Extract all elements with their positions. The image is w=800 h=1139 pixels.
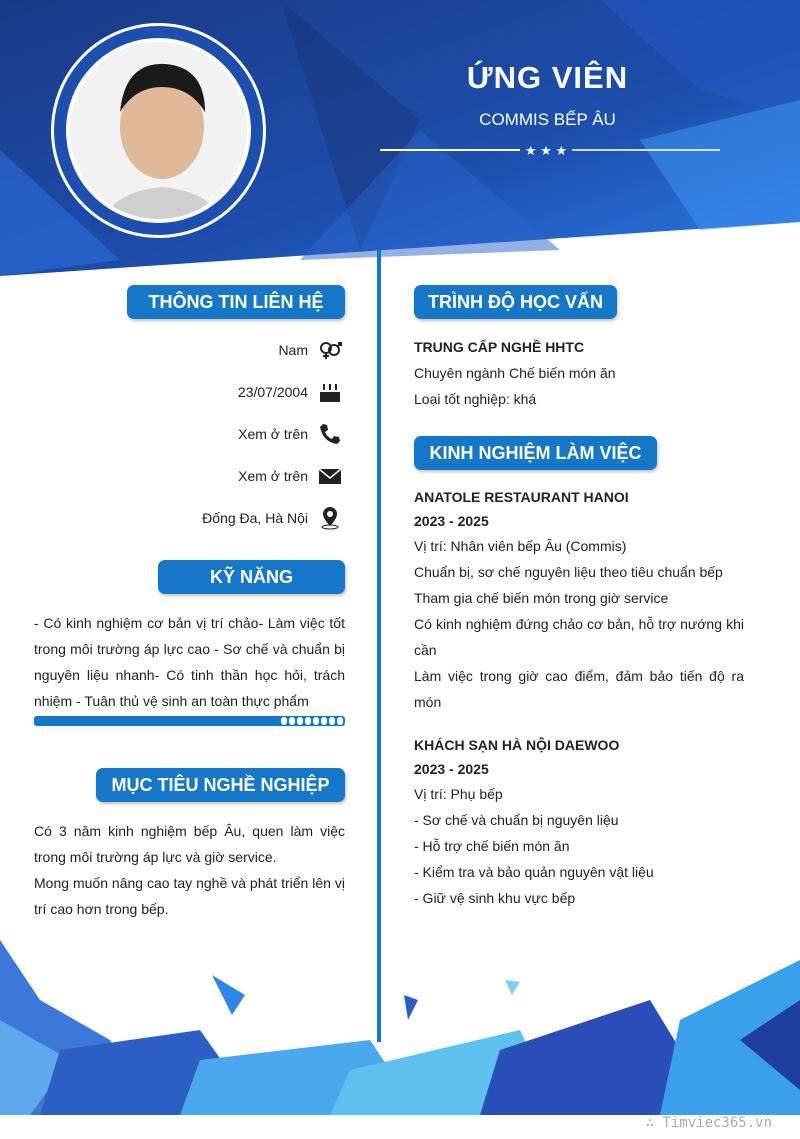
job-line: Làm việc trong giờ cao điểm, đảm bảo tiến độ ra món <box>414 668 744 710</box>
birthday-text: 23/07/2004 <box>237 384 308 400</box>
contact-title: THÔNG TIN LIÊN HỆ <box>127 285 345 319</box>
footer-decoration <box>0 940 800 1115</box>
job-line: Tham gia chế biến món trong giờ service <box>414 590 669 606</box>
objective-text <box>34 818 345 922</box>
contact-address <box>202 504 342 532</box>
avatar <box>66 38 251 223</box>
education-block <box>414 334 744 412</box>
job-company: KHÁCH SẠN HÀ NỘI DAEWOO <box>414 737 620 753</box>
job-line: - Hỗ trợ chế biến món ăn <box>414 838 570 854</box>
contact-birthday <box>238 378 342 406</box>
column-divider <box>377 250 381 1042</box>
phone-icon <box>318 422 342 446</box>
gender-icon <box>318 338 342 362</box>
email-text: Xem ở trên <box>238 468 308 484</box>
stars-divider <box>380 143 720 157</box>
contact-phone[interactable] <box>238 420 342 448</box>
job-line: Vị trí: Nhân viên bếp Âu (Commis) <box>414 538 627 554</box>
mail-icon <box>318 464 342 488</box>
job-period: 2023 - 2025 <box>414 761 489 777</box>
contact-email[interactable] <box>238 462 342 490</box>
job-line: Vị trí: Phụ bếp <box>414 786 503 802</box>
candidate-name: ỨNG VIÊN <box>466 60 629 95</box>
watermark: ∴ Timviec365.vn <box>645 1115 772 1131</box>
job-company: ANATOLE RESTAURANT HANOI <box>414 489 629 505</box>
school-name: TRUNG CẤP NGHỀ HHTC <box>414 339 585 355</box>
address-text: Đống Đa, Hà Nội <box>202 510 308 526</box>
grade: Loại tốt nghiệp: khá <box>414 391 537 407</box>
candidate-role: COMMIS BẾP ÂU <box>479 110 616 129</box>
job-period: 2023 - 2025 <box>414 513 489 529</box>
job-entry <box>414 485 744 715</box>
phone-text: Xem ở trên <box>238 426 308 442</box>
skills-text: - Có kinh nghiệm cơ bản vị trí chảo- Làm việc tốt trong môi trường áp lực cao - Sơ chế và chuẩn bị nguyên liệu nhanh- Có tinh thần học hỏi, trách nhiệm - Tuân thủ vệ sinh an toàn thực phẩm <box>34 615 345 709</box>
education-title: TRÌNH ĐỘ HỌC VẤN <box>414 285 617 319</box>
location-pin-icon <box>318 506 342 530</box>
major: Chuyên ngành Chế biến món ăn <box>414 365 616 381</box>
avatar-frame <box>51 23 266 238</box>
gender-text: Nam <box>278 342 308 358</box>
job-line: Chuẩn bị, sơ chế nguyên liệu theo tiêu chuẩn bếp <box>414 564 723 580</box>
skill-level-bar <box>34 716 345 726</box>
svg-text:★ ★ ★: ★ ★ ★ <box>524 143 568 157</box>
objective-line: Mong muốn nâng cao tay nghề và phát triển lên vị trí cao hơn trong bếp. <box>34 875 345 917</box>
job-entry <box>414 733 744 911</box>
objective-title: MỤC TIÊU NGHỀ NGHIỆP <box>96 768 345 802</box>
job-line: Có kinh nghiệm đứng chảo cơ bản, hỗ trợ nướng khi cần <box>414 616 744 658</box>
experience-title: KINH NGHIỆM LÀM VIỆC <box>414 436 657 470</box>
job-line: - Giữ vệ sinh khu vực bếp <box>414 890 576 906</box>
objective-line: Có 3 năm kinh nghiệm bếp Âu, quen làm việc trong môi trường áp lực và giờ service. <box>34 823 345 865</box>
skills-title: KỸ NĂNG <box>158 560 345 594</box>
job-line: - Kiểm tra và bảo quản nguyên vật liệu <box>414 864 654 880</box>
job-line: - Sơ chế và chuẩn bị nguyên liệu <box>414 812 619 828</box>
birthday-cake-icon <box>318 380 342 404</box>
experience-list <box>414 485 744 911</box>
contact-gender <box>278 336 342 364</box>
